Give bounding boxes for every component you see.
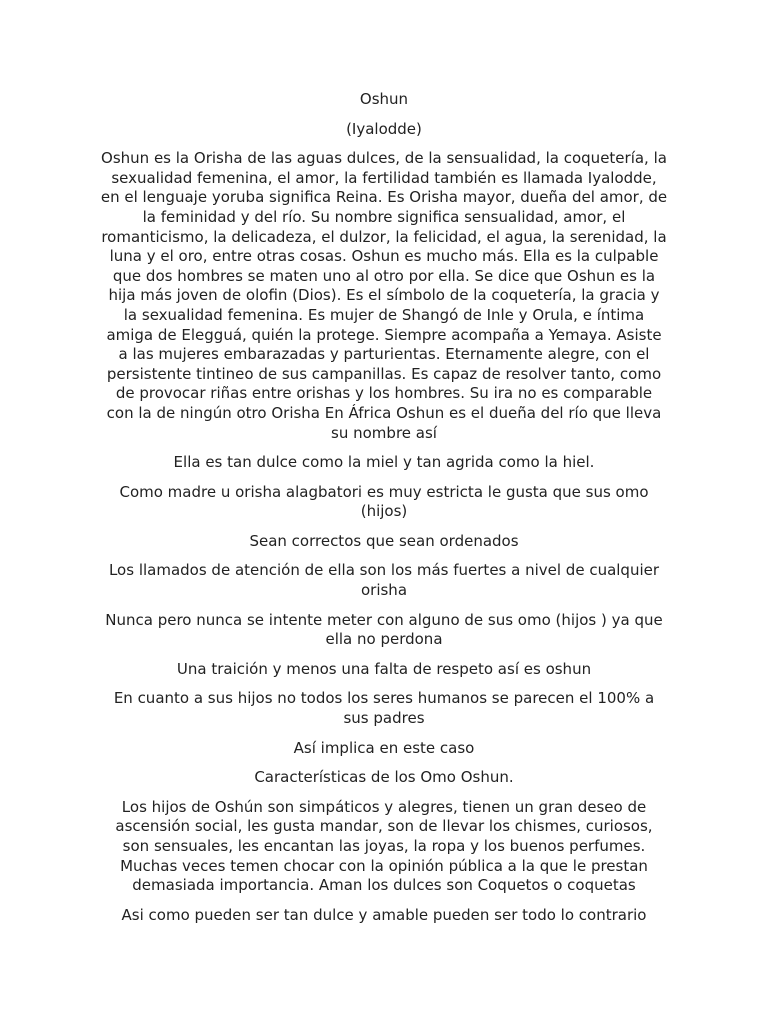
paragraph: Nunca pero nunca se intente meter con alguno de sus omo (hijos ) ya que ella no perdona	[105, 610, 663, 649]
section-heading: Características de los Omo Oshun.	[254, 768, 514, 787]
paragraph: Así implica en este caso	[293, 738, 475, 757]
document-subtitle: (Iyalodde)	[346, 119, 422, 138]
paragraph: Una traición y menos una falta de respeto así es oshun	[176, 659, 592, 678]
paragraph: Sean correctos que sean ordenados	[249, 531, 519, 550]
paragraph: Los hijos de Oshún son simpáticos y alegres, tienen un gran deseo de ascensión social, les gusta mandar, son de llevar los chismes, curiosos, son sensuales, les encantan las joyas, la ropa y los buenos perfumes. Muchas veces temen chocar con la opinión pública a la que le prestan demasiada importancia. Aman los dulces son Coquetos o coquetas	[115, 797, 653, 895]
paragraph: Ella es tan dulce como la miel y tan agrida como la hiel.	[173, 453, 595, 472]
paragraph: Como madre u orisha alagbatori es muy estricta le gusta que sus omo (hijos)	[119, 482, 649, 521]
paragraph: Los llamados de atención de ella son los más fuertes a nivel de cualquier orisha	[108, 561, 660, 600]
paragraph-intro: Oshun es la Orisha de las aguas dulces, de la sensualidad, la coquetería, la sexualidad femenina, el amor, la fertilidad también es llamada Iyalodde, en el lenguaje yoruba significa Reina. Es Orisha mayor, dueña del amor, de la feminidad y del río. Su nombre significa sensualidad, amor, el romanticismo, la delicadeza, el dulzor, la felicidad, el agua, la serenidad, la luna y el oro, entre otras cosas. Oshun es mucho más. Ella es la culpable que dos hombres se maten uno al otro por ella. Se dice que Oshun es la hija más joven de olofin (Dios). Es el símbolo de la coquetería, la gracia y la sexualidad femenina. Es mujer de Shangó de Inle y Orula, e íntima amiga de Elegguá, quién la protege. Siempre acompaña a Yemaya. Asiste a las mujeres embarazadas y parturientas. Eternamente alegre, con el persistente tintineo de sus campanillas. Es capaz de resolver tanto, como de provocar riñas entre orishas y los hombres. Su ira no es comparable con la de ningún otro Orisha En África Oshun es el dueña del río que lleva su nombre así	[100, 149, 668, 442]
document-title: Oshun	[359, 90, 409, 108]
document-page	[100, 90, 668, 935]
paragraph: En cuanto a sus hijos no todos los seres humanos se parecen el 100% a sus padres	[113, 689, 655, 728]
paragraph: Asi como pueden ser tan dulce y amable pueden ser todo lo contrario	[121, 905, 647, 924]
